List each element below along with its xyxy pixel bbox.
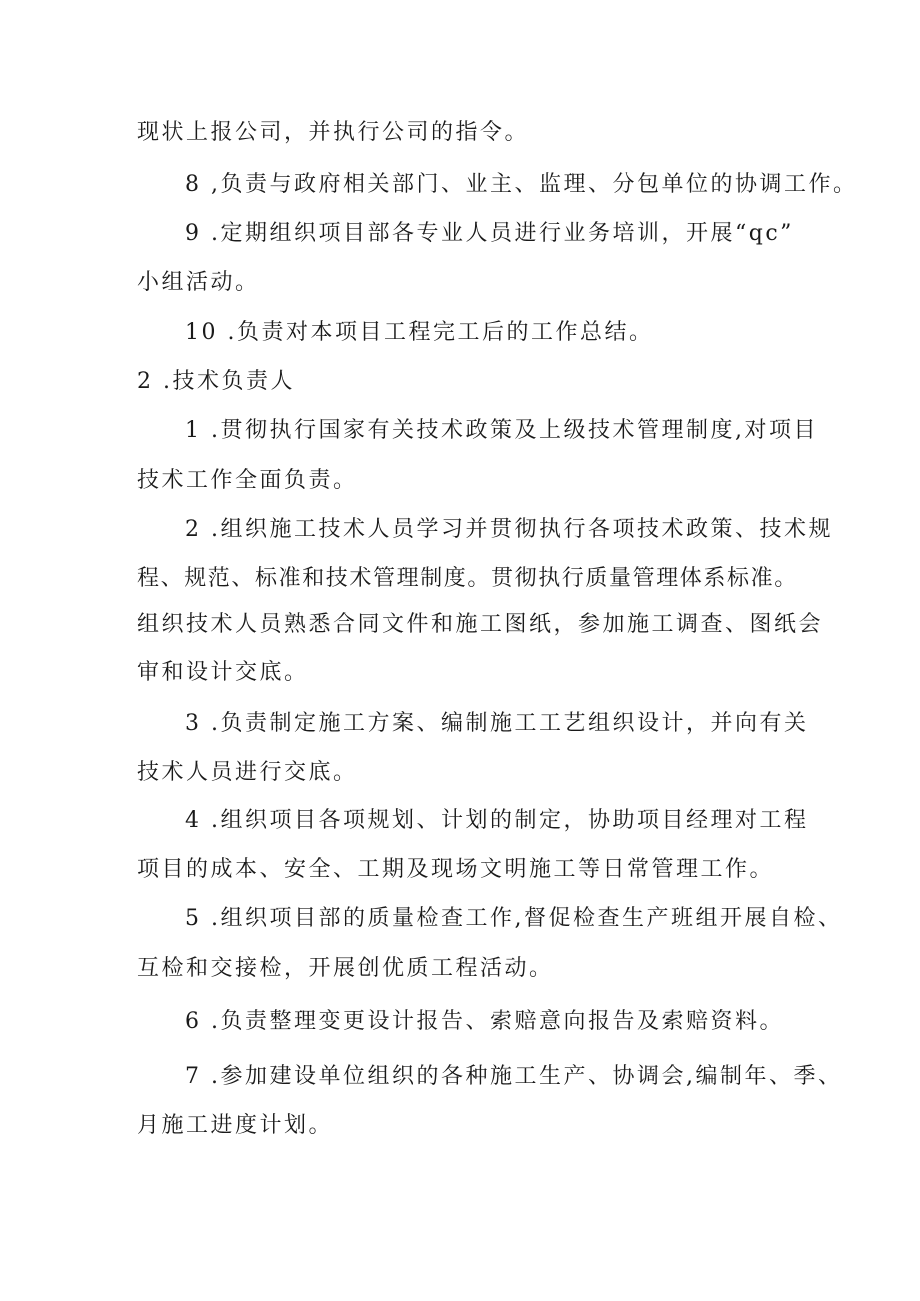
paragraph-line: 8 ,负责与政府相关部门、业主、监理、分包单位的协调工作。 [185,172,858,197]
paragraph-line: 5 .组织项目部的质量检查工作,督促检查生产班组开展自检、 [185,906,843,931]
paragraph-line: 10 .负责对本项目工程完工后的工作总结。 [185,320,654,345]
paragraph-line: 现状上报公司，并执行公司的指令。 [137,120,530,145]
paragraph-line: 互检和交接检，开展创优质工程活动。 [137,956,554,981]
paragraph-line: 7 .参加建设单位组织的各种施工生产、协调会,编制年、季、 [185,1064,843,1089]
paragraph-line: 程、规范、标准和技术管理制度。贯彻执行质量管理体系标准。 [137,566,798,591]
paragraph-line: 项目的成本、安全、工期及现场文明施工等日常管理工作。 [137,857,775,882]
paragraph-line: 技术工作全面负责。 [137,468,358,493]
paragraph-line: 2 .组织施工技术人员学习并贯彻执行各项技术政策、技术规 [185,517,833,542]
paragraph-line: 6 .负责整理变更设计报告、索赔意向报告及索赔资料。 [185,1009,784,1034]
section-heading: 2 .技术负责人 [137,369,295,394]
paragraph-line: 审和设计交底。 [137,660,309,685]
paragraph-line: 月施工进度计划。 [137,1113,334,1138]
paragraph-line: 4 .组织项目各项规划、计划的制定，协助项目经理对工程 [185,808,809,833]
paragraph-line: 小组活动。 [137,270,260,295]
paragraph-line: 3 .负责制定施工方案、编制施工工艺组织设计，并向有关 [185,711,809,736]
paragraph-line: 9 .定期组织项目部各专业人员进行业务培训，开展“qc” [185,221,794,246]
paragraph-line: 1 .贯彻执行国家有关技术政策及上级技术管理制度,对项目 [185,418,818,443]
paragraph-line: 组织技术人员熟悉合同文件和施工图纸，参加施工调查、图纸会 [137,612,824,637]
paragraph-line: 技术人员进行交底。 [137,760,358,785]
